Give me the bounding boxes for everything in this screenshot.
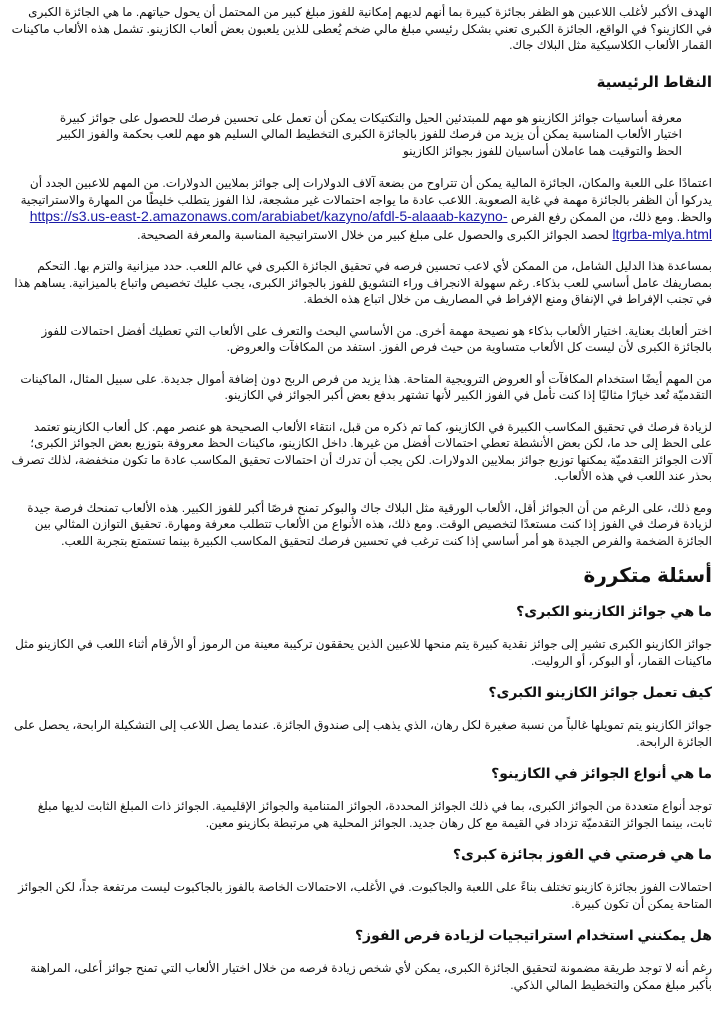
faq-answer-4: احتمالات الفوز بجائزة كازينو تختلف بناءً على اللعبة والجاكبوت. في الأغلب، الاحتمالات الخاصة بالفوز بالجاكبوت ليست مرتفعة جداً، لكن الجوائز المتاحة يمكن أن تكون كبيرة. xyxy=(18,880,712,911)
faq-question-1: ما هي جوائز الكازينو الكبرى؟ xyxy=(516,603,712,619)
faq-answer-3: توجد أنواع متعددة من الجوائز الكبرى، بما في ذلك الجوائز المحددة، الجوائز المتنامية والجوائز الإقليمية. الجوائز ذات المبلغ الثابت لديها مبلغ ثابت، بينما الجوائز التقدميّة تزداد في القيمة مع كل رهان جديد. الجوائز المحلية هي مرتبطة بكازينو معين. xyxy=(37,799,712,830)
body-paragraph-2: اختر ألعابك بعناية. اختيار الألعاب بذكاء هو نصيحة مهمة أخرى. من الأساسي البحث والتعرف على الألعاب التي تعطيك أفضل احتمالات للفوز بالجائزة الكبرى لأن ليست كل الألعاب متساوية من حيث فرص الفوز. استفد من المكافآت والعروض. xyxy=(41,323,712,354)
intro-paragraph: الهدف الأكبر لأغلب اللاعبين هو الظفر بجائزة كبيرة بما أنهم لديهم إمكانية للفوز مبلغ كبير من المحتمل أن يحول حياتهم. ما هي الجائزة الكبرى في الكازينو؟ في الواقع، الجائزة الكبرى تعني بشكل رئيسي مبلغ مالي ضخم يُعطى للذين يلعبون بعض ألعاب الكازينو. تشمل هذه الألعاب ماكينات القمار الألعاب الكلاسيكية مثل البلاك جاك. xyxy=(11,5,712,52)
faq-answer-5: رغم أنه لا توجد طريقة مضمونة لتحقيق الجائزة الكبرى، يمكن لأي شخص زيادة فرصه من خلال اختيار الألعاب التي تمنح جوائز أعلى، المراهنة بأكبر مبلغ ممكن والتخطيط المالي الذكي. xyxy=(30,961,712,992)
key-points-text: معرفة أساسيات جوائز الكازينو هو مهم للمبتدئين الحيل والتكتيكات يمكن أن تعمل على تحسين فرصك للحصول على جوائز كبيرة اختيار الألعاب المناسبة يمكن أن يزيد من فرصك للفوز بالجائزة الكبرى التخطيط المالي السليم هو مهم للعب بحكمة والفوز الكبير الحظ والتوقيت هما عاملان أساسيان للفوز بجوائز الكازينو xyxy=(57,110,682,158)
link-paragraph-after: لحصد الجوائز الكبرى والحصول على مبلغ كبير من خلال الاستراتيجية المناسبة والمعرفة الصحيحة. xyxy=(137,227,610,242)
faq-answer-2: جوائز الكازينو يتم تمويلها غالباً من نسبة صغيرة لكل رهان، الذي يذهب إلى صندوق الجائزة. عندما يصل اللاعب إلى التشكيلة الرابحة، يحصل على الجائزة الرابحة. xyxy=(13,718,712,749)
body-paragraph-3: من المهم أيضًا استخدام المكافآت أو العروض الترويجية المتاحة. هذا يزيد من فرص الربح دون إضافة أموال جديدة. على سبيل المثال، الماكينات التقدميّة تُعد خيارًا مثاليًا إذا كنت تأمل في الفوز الكبير لأنها تشتهر بدفع بعض أكبر الجوائز في الكازينو. xyxy=(20,371,712,402)
key-points-heading: النقاط الرئيسية xyxy=(596,73,712,91)
link-paragraph-before: اعتمادًا على اللعبة والمكان، الجائزة المالية يمكن أن تتراوح من بضعة آلاف الدولارات إلى جوائز بملايين الدولارات. من المهم للاعبين الجدد أن يدركوا أن الظفر بالجائزة مهمة في غاية الصعوبة. اللاعب عادة ما يواجه احتمالات غير مشجعة، لذا الفوز يتطلب خليطًا من المهارة والاستراتيجية والحظ. ومع ذلك، من الممكن رفع الفرص xyxy=(20,176,712,224)
body-paragraph-1: بمساعدة هذا الدليل الشامل، من الممكن لأي لاعب تحسين فرصه في تحقيق الجائزة الكبرى في عالم اللعب. حدد ميزانية والتزم بها. التحكم بمصاريفك عامل أساسي للعب بذكاء. رغم سهولة الانجراف وراء التشويق للفوز بالجوائز الكبرى، يجب عليك تخصيص واتباع بالميزانية. يساهم هذا في تجنب الإفراط في الإنفاق ومنع الإفراط في المصاريف من خلال اتباع هذه الخطة. xyxy=(14,259,712,306)
paragraph-with-link xyxy=(10,175,712,243)
article-link[interactable]: https://s3.us-east-2.amazonaws.com/arabiabet/kazyno/afdl-5-alaaab-kazyno-ltgrba-mlya.html xyxy=(29,208,712,242)
faq-question-2: كيف تعمل جوائز الكازينو الكبرى؟ xyxy=(488,684,712,700)
faq-question-5: هل يمكنني استخدام استراتيجيات لزيادة فرص الفوز؟ xyxy=(354,927,712,943)
faq-question-4: ما هي فرصتي في الفوز بجائزة كبرى؟ xyxy=(452,846,712,862)
body-paragraph-5: ومع ذلك، على الرغم من أن الجوائز أقل، الألعاب الورقية مثل البلاك جاك والبوكر تمنح فرصًا أكبر للفوز الكبير. هذه الألعاب تمنحك فرصة جيدة لزيادة فرصك في الفوز إذا كنت مستعدًا لتخصيص الوقت. ومع ذلك، هذه الأنواع من الألعاب تتطلب معرفة ومهارة. تحقيق التوازن المثالي بين الجائزة الضخمة والفرص الجيدة هو أمر أساسي إذا كنت ترغب في تحسين فرصك لتحقيق المكاسب الكبيرة بينما تستمتع بتجربة اللعب. xyxy=(27,500,712,548)
faq-question-3: ما هي أنواع الجوائز في الكازينو؟ xyxy=(491,765,712,781)
faq-heading: أسئلة متكررة xyxy=(583,565,712,587)
body-paragraph-4: لزيادة فرصك في تحقيق المكاسب الكبيرة في الكازينو، كما تم ذكره من قبل، انتقاء الألعاب الصحيحة هو عنصر مهم. كل ألعاب الكازينو تعتمد على الحظ إلى حد ما، لكن بعض الأنشطة تعطي احتمالات أفضل من غيرها. داخل الكازينو، ماكينات الحظ معروفة بتوزيع بعض الجوائز الكبرى؛ آلات الجوائز التقدميّة يمكنها توزيع جوائز بملايين الدولارات. لكن يجب أن تدرك أن احتمالات تحقيق المكاسب عادة ما تكون منخفضة، لذلك تصرف بحذر عند اللعب في هذه الألعاب. xyxy=(11,419,712,483)
faq-answer-1: جوائز الكازينو الكبرى تشير إلى جوائز نقدية كبيرة يتم منحها للاعبين الذين يحققون تركيبة معينة من الرموز أو الأرقام أثناء اللعب في الكازينو مثل ماكينات القمار، أو البوكر، أو الروليت. xyxy=(15,637,712,668)
